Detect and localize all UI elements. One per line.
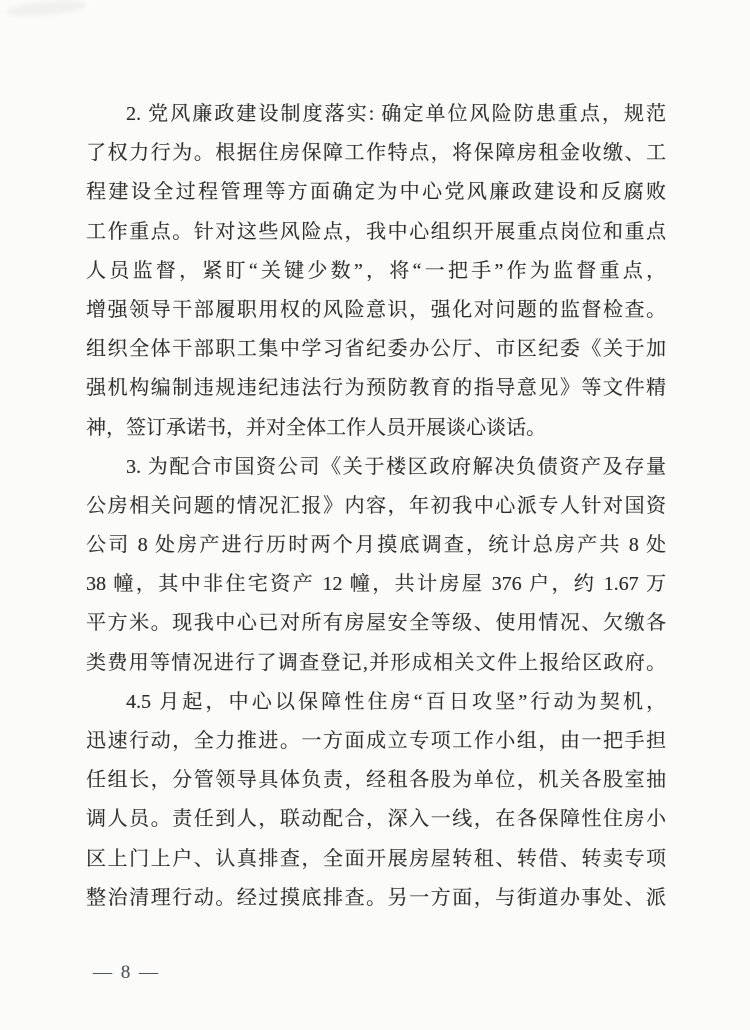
text-line: 迅速行动，全力推进。一方面成立专项工作小组，由一把手担 [86,730,666,752]
text-line: 增强领导干部履职用权的风险意识，强化对问题的监督检查。 [86,298,666,321]
text-line: 强机构编制违规违纪违法行为预防教育的指导意见》等文件精 [86,377,666,400]
document-body [86,95,666,918]
text-line: 4.5 月起，中心以保障性住房“百日攻坚”行动为契机， [126,690,666,713]
text-line: 人员监督，紧盯“关键少数”，将“一把手”作为监督重点， [86,259,666,282]
text-line: 3. 为配合市国资公司《关于楼区政府解决负债资产及存量 [126,455,666,478]
text-line: 程建设全过程管理等方面确定为中心党风廉政建设和反腐败 [86,181,666,204]
text-line: 2. 党风廉政建设制度落实: 确定单位风险防患重点，规范 [126,103,666,125]
text-line: 了权力行为。根据住房保障工作特点，将保障房租金收缴、工 [86,142,666,165]
text-line: 公房相关问题的情况汇报》内容，年初我中心派专人针对国资 [86,494,666,517]
text-line: 神，签订承诺书，并对全体工作人员开展谈心谈话。 [86,416,546,439]
text-line: 任组长，分管领导具体负责，经租各股为单位，机关各股室抽 [86,769,666,792]
scan-smudge [6,0,87,18]
page-number: — 8 — [93,962,160,983]
text-line: 整治清理行动。经过摸底排查。另一方面，与街道办事处、派 [86,886,666,909]
text-line: 区上门上户、认真排查，全面开展房屋转租、转借、转卖专项 [86,847,666,870]
text-line: 平方米。现我中心已对所有房屋安全等级、使用情况、欠缴各 [86,612,666,635]
text-line: 工作重点。针对这些风险点，我中心组织开展重点岗位和重点 [86,220,666,243]
text-line: 38 幢，其中非住宅资产 12 幢，共计房屋 376 户，约 1.67 万 [86,573,666,596]
text-line: 调人员。责任到人，联动配合，深入一线，在各保障性住房小 [86,808,666,831]
text-line: 组织全体干部职工集中学习省纪委办公厅、市区纪委《关于加 [86,338,666,361]
text-line: 类费用等情况进行了调查登记,并形成相关文件上报给区政府。 [86,651,666,674]
text-line: 公司 8 处房产进行历时两个月摸底调查，统计总房产共 8 处 [86,534,666,557]
